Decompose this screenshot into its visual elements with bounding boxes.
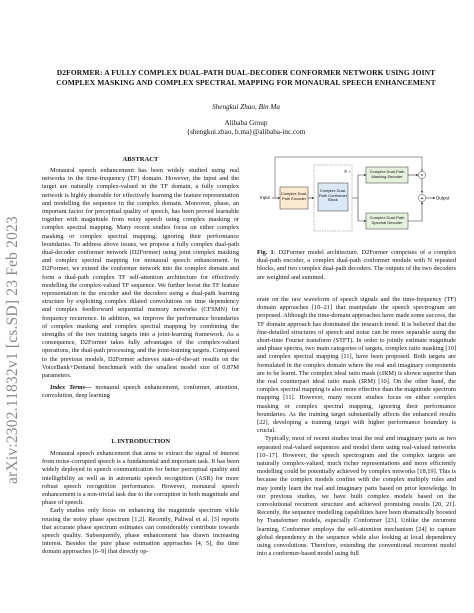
masking-decoder-label: Complex Dual-Path Masking Decoder — [369, 169, 405, 179]
n-label: N × — [344, 169, 352, 174]
input-label: Input — [260, 195, 270, 200]
intro-heading: 1. INTRODUCTION — [110, 438, 171, 445]
architecture-figure — [258, 147, 458, 247]
paper-title — [30, 68, 462, 88]
caption-label: Fig. 1 — [257, 249, 274, 256]
title-line-2: COMPLEX MASKING AND COMPLEX SPECTRAL MAPPING FOR MONAURAL SPEECH ENHANCEMENT — [56, 78, 436, 87]
intro-paragraph-2: Early studies only focus on enhancing the magnitude spectrum while reusing the noisy phase spectrum [1,2]. Recently, Paliwal et al. [3] reports that accurate phase spectrum estimates can considerably contribute towards speech quality. Subsequently, phase enhancement has drawn increasing interest. Besides the pure phase estimation approaches [4, 5], the time domain approaches [6–9] that directly op- — [42, 507, 239, 556]
index-terms-text: monaural speech enhancement, conformer, attention, convolution, deep learning — [42, 384, 239, 400]
arxiv-stamp: arXiv:2302.11832v1 [cs.SD] 23 Feb 2023 — [4, 216, 21, 484]
abstract-body — [42, 167, 239, 401]
conformer-label: Complex Dual-Path Conformer Block — [318, 188, 348, 203]
add-op: + — [420, 196, 424, 202]
output-label: Output — [436, 195, 450, 201]
right-column-body — [257, 296, 456, 559]
caption-text: : D2Former model architecture. D2Former comprises of a complex dual-path encoder, a complex dual-path conformer module with N repeated blocks, and two complex dual-path decoders. The outputs of the two decoders are weighted and summed. — [257, 249, 456, 281]
right-paragraph-1: erate on the raw waveform of speech signals and the time-frequency (TF) domain approaches [10–21] that manipulate the speech spectrogram are proposed. Although the time-domain approaches have made some success, the TF domain approach has dominated the research trend. It is believed that the fine-detailed structures of speech and noise can be more separable using the short-time Fourier transform (STFT). In order to jointly estimate magnitude and phase spectra, two main categories of targets, complex ratio masking [10] and complex spectral mapping [11], have been proposed. Both targets are formulated in the complex domain where the real and imaginary components are to be learnt. The complex ideal ratio mask (cIRM) is shown superior than the real counterpart ideal ratio mask (IRM) [10]. On the other hand, the complex spectral mapping is also more effective than the magnitude spectrum mapping [11]. However, many recent studies focus on either complex masking or complex spectral mapping, ignoring their performance boundaries. As the training target substantially affects the enhanced results [22], developing a training target with higher performance boundary is crucial. — [257, 296, 456, 435]
email: {shengkui.zhao, b.ma}@alibaba-inc.com — [186, 128, 306, 136]
authors: Shengkui Zhao, Bin Ma — [212, 103, 280, 111]
multiply-op: × — [420, 173, 424, 179]
right-paragraph-2: Typically, most of recent studies treat the real and imaginary parts as two separated real-valued sequences and model them using real-valued networks [10–17]. However, the speech spectrogram and the complex targets are naturally complex-valued, much richer representations and more efficiently modelling could be potentially achieved by complex networks [18,19]. This is because the complex models confine with the complex multiply rules and may jointly learn the real and imaginary parts based on prior knowledge. In our previous studies, we have built complex models based on the convolutional recurrent structure and achieved promising results [20, 21]. Recently, the sequence modelling capabilities have been dramatically boosted by Transformer models, especially Conformer [23]. Unlike the recurrent learning, Conformer employs the self-attention mechanism [24] to capture global dependency in the sequence while also looking at local dependency using convolutions. Therefore, extending the conventional recurrent model into a conformer-based model using full — [257, 435, 456, 558]
intro-body — [42, 450, 239, 557]
intro-paragraph-1: Monaural speech enhancement that aims to extract the signal of interest from noise-corrupted speech is a fundamental and important task. It has been widely deployed in speech communication for better perceptual quality and intelligibility as well as in automatic speech recognition (ASR) for more robust speech recognition performance. However, monaural speech enhancement is a non-trivial task due to the corruption in both magnitude and phase of speech. — [42, 450, 239, 507]
spectral-decoder-label: Complex Dual-Path Spectral Decoder — [369, 215, 405, 225]
title-line-1: D2FORMER: A FULLY COMPLEX DUAL-PATH DUAL-DECODER CONFORMER NETWORK USING JOINT — [56, 68, 436, 77]
encoder-label: Complex Dual-Path Encoder — [280, 191, 308, 201]
index-terms — [42, 384, 239, 400]
affiliation-block — [30, 119, 462, 137]
index-terms-label: Index Terms— — [50, 384, 92, 392]
abstract-heading: ABSTRACT — [122, 156, 159, 163]
affiliation: Alibaba Group — [224, 119, 268, 127]
figure-caption — [257, 249, 456, 282]
abstract-text: Monaural speech enhancement has been widely studied using real networks in the time-frequency (TF) domain. However, the input and the target are naturally complex-valued in the TF domain, a fully complex network is highly desirable for effectively learning the feature representation and modelling the sequence in the complex domain. Moreover, phase, an important factor for perceptual quality of speech, has been proved learnable together with magnitude from noisy speech using complex masking or complex spectral mapping. Many recent studies focus on either complex masking or complex spectral mapping, ignoring their performance boundaries. To address above issues, we propose a fully complex dual-path dual-decoder conformer network (D2Former) using joint complex masking and complex spectral mapping for monaural speech enhancement. In D2Former, we extend the conformer network into the complex domain and form a dual-path complex TF self-attention architecture for effectively modelling the complex-valued TF sequence. We further boost the TF feature representation in the encoder and the decoders using a dual-path learning structure by exploiting complex dilated convolutions on time dependency and complex feedforward sequential memory networks (CFSMN) for frequency recurrence. In addition, we improve the performance boundaries of complex masking and complex spectral mapping by combining the strengths of the two training targets into a joint-learning framework. As a consequence, D2Former takes fully advantages of the complex-valued operations, the dual-path processing, and the joint-training targets. Compared to the previous models, D2Former achieves state-of-the-art results on the VoiceBank+Demand benchmark with the smallest model size of 0.87M parameters. — [42, 167, 239, 380]
